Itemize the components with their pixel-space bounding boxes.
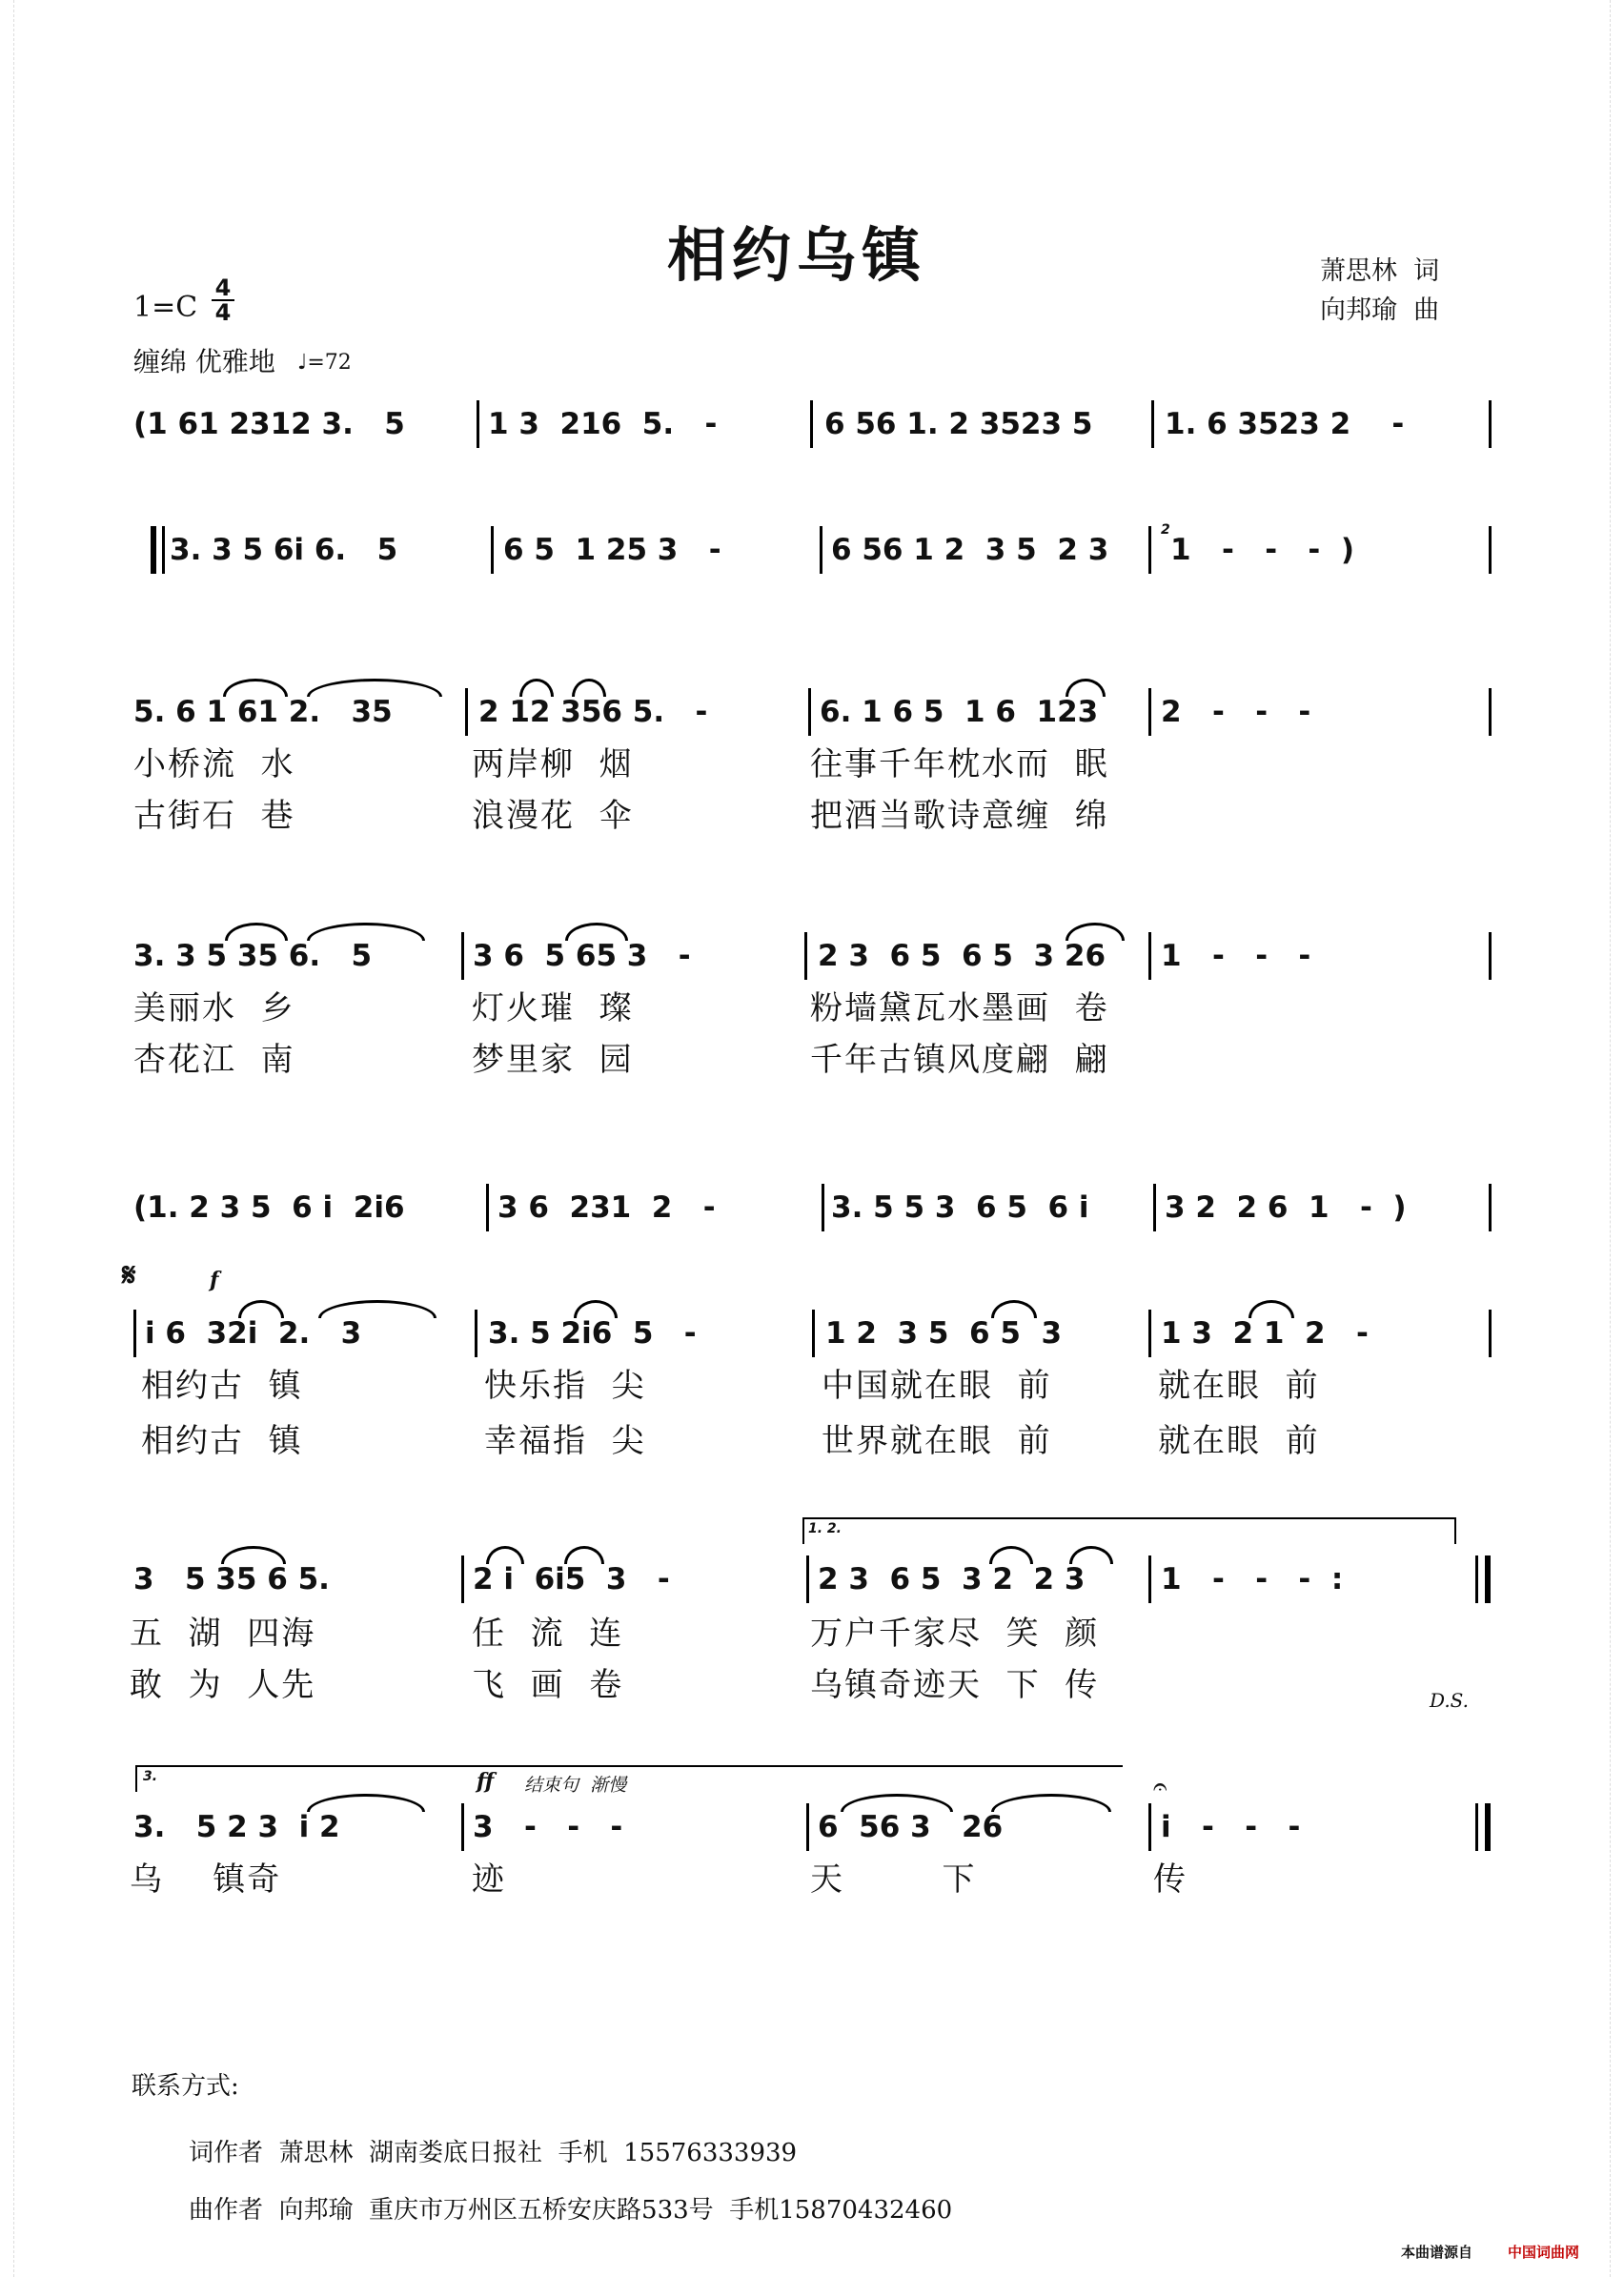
measure: 3 2 2 6 1 - ) (1165, 1190, 1407, 1225)
contact-heading: 联系方式: (132, 2072, 239, 2101)
measure: 2 3 6 5 3 2 2 3 (818, 1562, 1086, 1596)
measure: 3 5 35 6 5. (133, 1562, 330, 1596)
measure: 6. 1 6 5 1 6 123 (820, 695, 1099, 729)
tempo-text: 缠绵 优雅地 (133, 346, 275, 377)
measure: i 6 32i 2. 3 (145, 1316, 362, 1351)
lyric-line-2: 幸福指 尖 (484, 1422, 646, 1460)
lyric-line-1: 中国就在眼 前 (822, 1367, 1052, 1405)
dynamic-ff: ff (477, 1769, 495, 1794)
lyric-line-2: 敢 为 人先 (130, 1666, 316, 1704)
lyric-line-2: 杏花江 南 (133, 1041, 295, 1079)
fermata-sign: 𝄐 (1153, 1773, 1167, 1801)
measure: 3. 5 5 3 6 5 6 i (831, 1190, 1089, 1225)
lyric-line-1: 万户千家尽 笑 颜 (810, 1615, 1100, 1653)
measure: 2 - - - (1161, 695, 1311, 729)
left-margin-watermark (0, 0, 14, 2277)
measure: 1 - - - (1161, 939, 1311, 973)
song-title: 相约乌镇 (667, 220, 927, 290)
lyric-line-2: 古街石 巷 (133, 797, 295, 835)
measure: 1 3 2 1 2 - (1161, 1316, 1369, 1351)
measure: 3 - - - (473, 1810, 623, 1844)
lyric-line-1: 就在眼 前 (1158, 1367, 1320, 1405)
lyric-line-2: 相约古 镇 (141, 1422, 303, 1460)
segno-sign: 𝄋 (122, 1256, 136, 1294)
composer-credit: 向邦瑜 曲 (1320, 295, 1440, 325)
lyric-line-2: 乌镇奇迹天 下 传 (810, 1666, 1100, 1704)
time-signature-top: 4 (214, 274, 232, 301)
contact-lyricist: 词作者 萧思林 湖南娄底日报社 手机 15576333939 (189, 2139, 798, 2167)
lyric-line-2: 飞 画 卷 (472, 1666, 624, 1704)
measure: 2 3 6 5 6 5 3 26 (818, 939, 1106, 973)
measure: 3 6 5 65 3 - (473, 939, 691, 973)
volta-2-number: 2 (1161, 522, 1170, 538)
footer-source-label: 本曲谱源自 (1401, 2244, 1473, 2261)
measure: 3. 3 5 6i 6. 5 (170, 533, 398, 567)
contact-composer: 曲作者 向邦瑜 重庆市万州区五桥安庆路533号 手机15870432460 (189, 2196, 953, 2225)
measure: 5. 6 1 61 2. 35 (133, 695, 393, 729)
measure: 2 12 356 5. - (478, 695, 708, 729)
measure: i - - - (1161, 1810, 1301, 1844)
measure: 3 6 231 2 - (497, 1190, 716, 1225)
lyricist-credit: 萧思林 词 (1320, 256, 1440, 286)
measure: 1. 6 3523 2 - (1165, 407, 1405, 441)
volta-1-2-number: 1. 2. (808, 1521, 842, 1536)
lyric-line-2: 把酒当歌诗意缠 绵 (810, 797, 1109, 835)
lyric-line-1: 快乐指 尖 (484, 1367, 646, 1405)
measure: 6 5 1 25 3 - (503, 533, 721, 567)
lyric-line-1: 往事千年枕水而 眠 (810, 745, 1109, 783)
measure: 3. 5 2i6 5 - (488, 1316, 697, 1351)
lyric-line-1: 相约古 镇 (141, 1367, 303, 1405)
lyric-line-1: 灯火璀 璨 (472, 989, 634, 1027)
lyric-line-1: 迹 (472, 1860, 506, 1899)
lyric-line-2: 世界就在眼 前 (822, 1422, 1052, 1460)
ending-expression: 结束句 渐慢 (524, 1775, 627, 1796)
footer-site-link[interactable]: 中国词曲网 (1508, 2244, 1580, 2261)
lyric-line-1: 五 湖 四海 (130, 1615, 316, 1653)
lyric-line-1: 乌 镇奇 (130, 1860, 282, 1899)
measure: 6 56 3 26 (818, 1810, 1004, 1844)
measure: 1 2 3 5 6 5 3 (825, 1316, 1063, 1351)
measure: 1 3 216 5. - (488, 407, 718, 441)
dal-segno-mark: D.S. (1430, 1689, 1470, 1712)
measure: 1 - - - : (1161, 1562, 1344, 1596)
measure: 2 i 6i5 3 - (473, 1562, 670, 1596)
time-signature (212, 276, 234, 324)
lyric-line-2: 千年古镇风度翩 翩 (810, 1041, 1109, 1079)
dynamic-f: f (210, 1268, 219, 1292)
key-signature: 1=C (133, 291, 198, 324)
measure: 6 56 1 2 3 5 2 3 (831, 533, 1109, 567)
measure: 1 - - - ) (1170, 533, 1355, 567)
lyric-line-2: 梦里家 园 (472, 1041, 634, 1079)
lyric-line-1: 传 (1153, 1860, 1188, 1899)
lyric-line-2: 浪漫花 伞 (472, 797, 634, 835)
lyric-line-1: 天 下 (810, 1860, 977, 1899)
measure: 3. 5 2 3 i 2 (133, 1810, 340, 1844)
measure: (1. 2 3 5 6 i 2i6 (133, 1190, 405, 1225)
measure: 3. 3 5 35 6. 5 (133, 939, 373, 973)
tempo-mark: ♩=72 (297, 351, 352, 375)
lyric-line-2: 就在眼 前 (1158, 1422, 1320, 1460)
volta-bracket-1-2 (802, 1517, 1456, 1544)
volta-bracket-3 (135, 1765, 1123, 1792)
lyric-line-1: 美丽水 乡 (133, 989, 295, 1027)
time-signature-bottom: 4 (212, 299, 234, 324)
right-margin-watermark (1610, 0, 1624, 2277)
lyric-line-1: 任 流 连 (472, 1615, 624, 1653)
lyric-line-1: 粉墙黛瓦水墨画 卷 (810, 989, 1109, 1027)
lyric-line-1: 小桥流 水 (133, 745, 295, 783)
lyric-line-1: 两岸柳 烟 (472, 745, 634, 783)
volta-3-number: 3. (143, 1769, 158, 1784)
measure: (1 61 2312 3. 5 (133, 407, 405, 441)
measure: 6 56 1. 2 3523 5 (824, 407, 1093, 441)
